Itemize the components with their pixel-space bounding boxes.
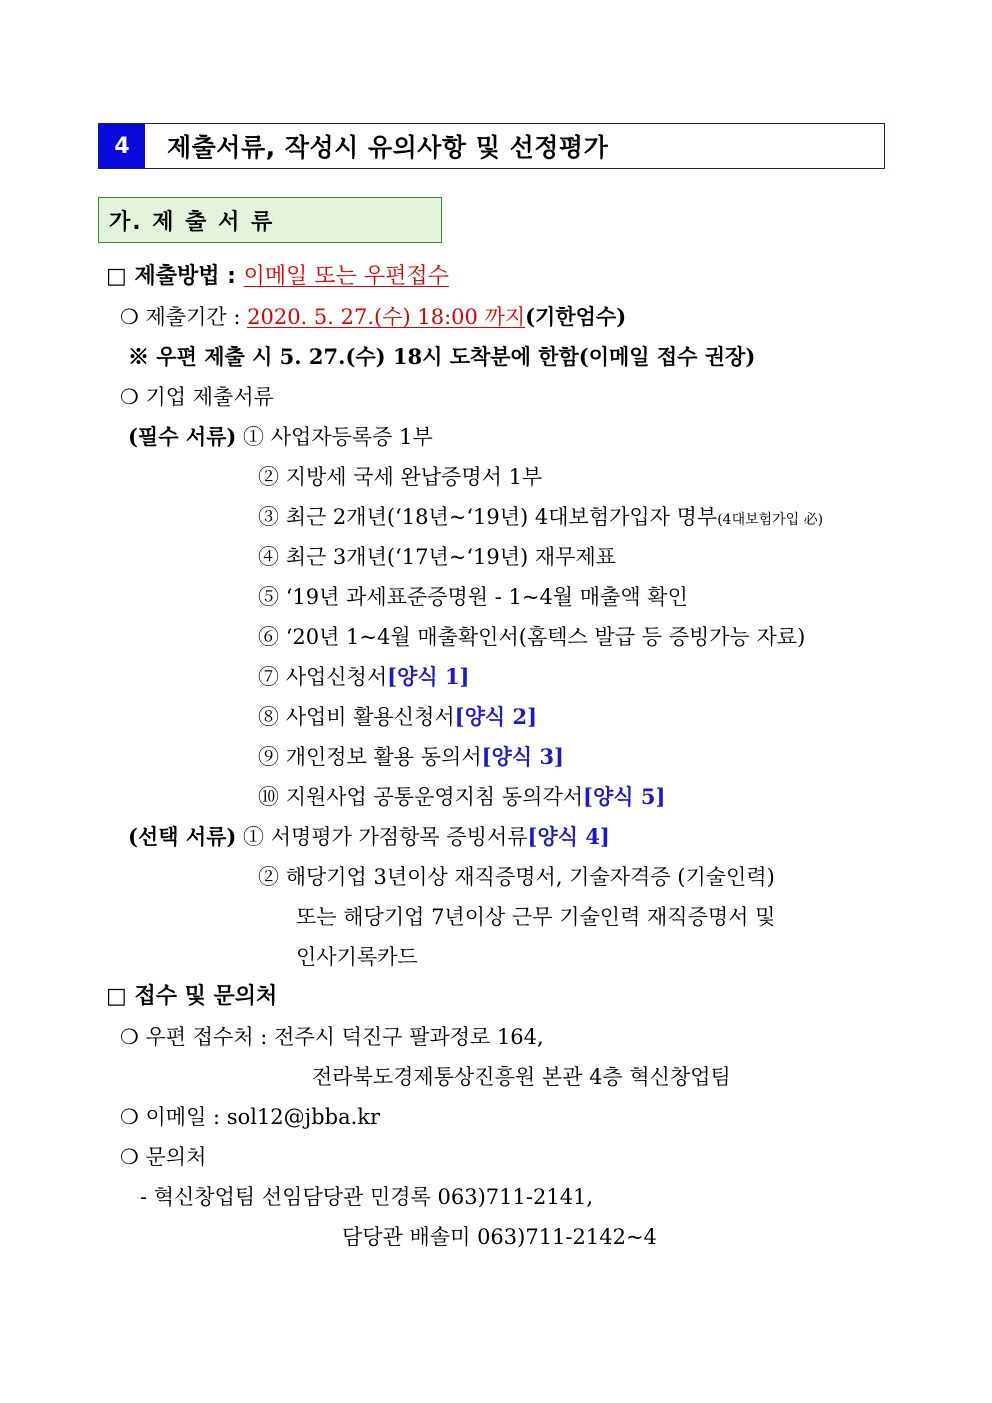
optional-row-2-cont: 또는 해당기업 7년이상 근무 기술인력 재직증명서 및	[296, 905, 776, 929]
item-text: 해당기업 3년이상 재직증명서, 기술자격증 (기술인력)	[285, 865, 775, 889]
inquiry-line1: - 혁신창업팀 선임담당관 민경록 063)711-2141,	[140, 1185, 594, 1209]
contact-heading	[106, 983, 277, 1011]
submit-method-row	[106, 263, 449, 291]
section-number: 4	[99, 124, 145, 168]
item-number: ①	[243, 425, 265, 449]
item-text: 지원사업 공통운영지침 동의각서	[285, 785, 584, 809]
postal-label: 우편 접수처 :	[145, 1025, 268, 1049]
postal-row	[120, 1023, 544, 1051]
form-tag: [양식 5]	[583, 784, 666, 809]
email-row	[120, 1103, 380, 1131]
required-row-1	[128, 423, 433, 451]
optional-row-1	[128, 823, 610, 851]
item-number: ③	[258, 505, 279, 529]
docs-heading-label: 기업 제출서류	[145, 385, 274, 409]
item-text: ‘20년 1~4월 매출확인서(홈텍스 발급 등 증빙가능 자료)	[285, 625, 806, 649]
bullet-icon: ❍	[120, 1105, 139, 1129]
required-row-8	[258, 703, 537, 731]
item-text: 개인정보 활용 동의서	[285, 745, 482, 769]
postal-address-line2: 전라북도경제통상진흥원 본관 4층 혁신창업팀	[312, 1065, 731, 1089]
postal-address-line1: 전주시 덕진구 팔과정로 164,	[274, 1025, 544, 1049]
section-header	[98, 123, 885, 169]
inquiry-line2: 담당관 배솔미 063)711-2142~4	[342, 1225, 657, 1249]
inquiry-label: 문의처	[145, 1145, 207, 1169]
form-tag: [양식 1]	[387, 664, 470, 689]
inquiry-row	[120, 1143, 206, 1171]
required-row-2	[258, 463, 542, 491]
item-text: 사업자등록증 1부	[270, 425, 433, 449]
required-row-3	[258, 503, 823, 534]
optional-row-2	[258, 863, 775, 891]
form-tag: [양식 3]	[481, 744, 564, 769]
docs-heading	[120, 383, 274, 411]
item-number: ⑤	[258, 585, 279, 609]
item-number: ⑨	[258, 745, 279, 769]
submit-method-value: 이메일 또는 우편접수	[243, 264, 449, 289]
item-number: ⑧	[258, 705, 279, 729]
item-text: 지방세 국세 완납증명서 1부	[285, 465, 543, 489]
subsection-title: 가. 제 출 서 류	[98, 197, 442, 243]
item-number: ④	[258, 545, 279, 569]
bullet-icon: ❍	[120, 1145, 139, 1169]
bullet-icon: ❍	[120, 305, 139, 329]
email-value[interactable]: sol12@jbba.kr	[226, 1105, 381, 1129]
required-row-10	[258, 783, 665, 811]
item-text: 사업신청서	[285, 665, 388, 689]
bullet-icon: ❍	[120, 1025, 139, 1049]
required-row-5	[258, 583, 688, 611]
item-number: ②	[258, 865, 279, 889]
form-tag: [양식 4]	[527, 824, 610, 849]
checkbox-icon: □	[106, 264, 127, 289]
item-number: ②	[258, 465, 279, 489]
item-text: 최근 2개년(‘18년~‘19년) 4대보험가입자 명부	[285, 505, 718, 529]
submit-period-row	[120, 303, 626, 331]
required-row-9	[258, 743, 564, 771]
bullet-icon: ❍	[120, 385, 139, 409]
item-number: ⑦	[258, 665, 279, 689]
form-tag: [양식 2]	[454, 704, 538, 729]
item-text: ‘19년 과세표준증명원 - 1~4월 매출액 확인	[285, 585, 688, 609]
required-row-6	[258, 623, 805, 651]
item-number: ①	[243, 825, 265, 849]
item-text: 최근 3개년(‘17년~‘19년) 재무제표	[285, 545, 617, 569]
required-row-7	[258, 663, 470, 691]
item-note: (4대보험가입 必)	[717, 512, 824, 528]
required-row-4	[258, 543, 616, 571]
required-label: (필수 서류)	[128, 424, 237, 449]
optional-row-2-cont: 인사기록카드	[296, 945, 418, 969]
section-title: 제출서류, 작성시 유의사항 및 선정평가	[167, 133, 609, 162]
item-number: ⑩	[258, 785, 279, 809]
submit-method-label: 제출방법 :	[134, 264, 236, 289]
email-label: 이메일 :	[145, 1105, 221, 1129]
optional-label: (선택 서류)	[128, 824, 237, 849]
item-text: 사업비 활용신청서	[285, 705, 455, 729]
submit-period-suffix: (기한엄수)	[525, 304, 627, 329]
item-number: ⑥	[258, 625, 279, 649]
postal-note: ※ 우편 제출 시 5. 27.(수) 18시 도착분에 한함(이메일 접수 권장)	[128, 344, 756, 369]
checkbox-icon: □	[106, 984, 127, 1009]
item-text: 서명평가 가점항목 증빙서류	[270, 825, 528, 849]
contact-heading-label: 접수 및 문의처	[134, 984, 278, 1009]
submit-period-label: 제출기간 :	[145, 305, 241, 329]
submit-period-value: 2020. 5. 27.(수) 18:00 까지	[247, 305, 526, 329]
